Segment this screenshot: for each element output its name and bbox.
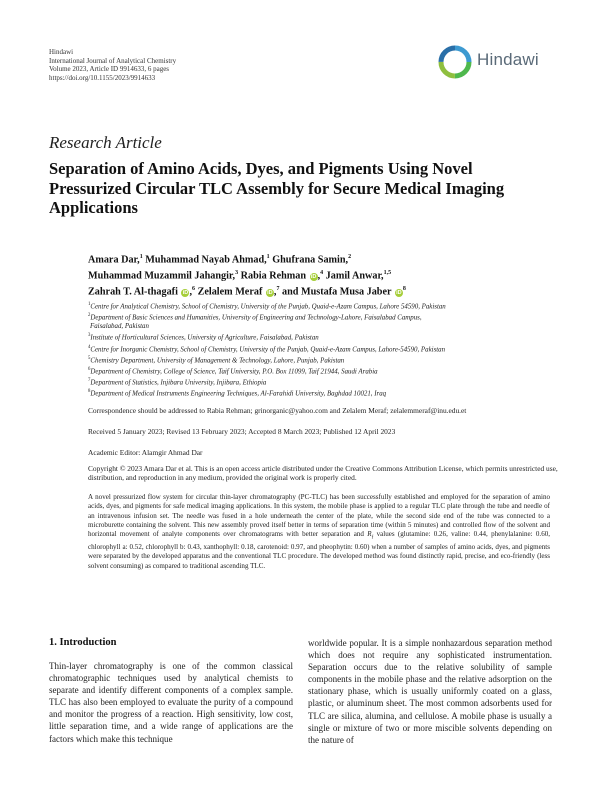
affiliation-text: Centre for Inorganic Chemistry, School of Chemistry, University of the Punjab, Quaid-e-Azam Campus, Lahore-54590, Pakistan [90,345,446,353]
abstract-text: A novel pressurized flow system for circular thin-layer chromatography (PC-TLC) has been successfully established and employed for the separation of amino acids, dyes, and pigments for safe medical imaging applications. In this system, the mobile phase is applied to a regular TLC plate through the tube and needle of an intravenous infusion set. The needle was fused in a hole underneath the center of the plate, while the second side end of the tube was connected to a microburette containing the solvent. This new assembly proved itself better in terms of separation time (within 5 minutes) and controlled flow of the solvent and horizontal movement of analyte components over chromatograms with better separation and [88,493,550,539]
author-affil-sup: 1,5 [383,269,392,276]
volume-line: Volume 2023, Article ID 9914633, 6 pages [49,65,170,74]
abstract [88,493,550,571]
author-name: and Mustafa Musa Jaber [279,286,392,298]
author-comma: , [189,286,193,298]
journal-name: International Journal of Analytical Chemistry [49,56,177,65]
affiliation-item [88,366,558,377]
affiliation-number: 8 [88,389,91,395]
affiliation-number: 7 [88,378,91,384]
author-name: Ghufrana Samin, [269,254,349,266]
affiliation-text: Department of Chemistry, College of Science, Taif University, P.O. Box 11099, Taif 21944, Saudi Arabia [90,368,378,376]
orcid-icon[interactable]: iD [267,290,273,297]
journal-header [49,48,176,82]
author-affil-sup: 1 [266,254,270,260]
affiliation-number: 5 [88,355,91,361]
abstract-text: values (glutamine: 0.26, valine: 0.44, phenylalanine: 0.60, chlorophyll a: 0.52, chlorophyll b: 0.43, xanthophyll: 0.18, carotenoid: 0.97, and pheophytin: 0.60) when a number of samples of amino acids, dyes, and pigments were separated by the developed apparatus and the conventional TLC procedure. The developed method was found distinctly rapid, precise, and eco-friendly (less solvent consuming) as compared to traditional ascending TLC. [88,530,550,570]
doi-link[interactable]: https://doi.org/10.1155/2023/9914633 [49,73,156,82]
author-affil-sup: 2 [348,254,352,260]
affiliation-item [88,377,558,388]
author-affil-sup: 4 [320,269,324,276]
orcid-icon[interactable]: iD [396,290,402,297]
publication-dates: Received 5 January 2023; Revised 13 February 2023; Accepted 8 March 2023; Published 12 April 2023 [88,427,396,436]
hindawi-logo-icon [437,44,473,80]
affiliation-number: 1 [88,302,91,307]
affiliation-text: Department of Medical Instruments Engineering Techniques, Al-Farahidi University, Baghdad 10021, Iraq [90,390,387,398]
affiliation-number: 3 [88,333,91,339]
author-name: Zelalem Meraf [195,286,263,298]
author-affil-sup: 6 [192,285,196,292]
affiliation-text: Faisalabad, Pakistan [90,323,149,331]
author-name: Rabia Rehman [238,270,307,282]
affiliation-text: Centre for Analytical Chemistry, School of Chemistry, University of the Punjab, Quaid-e-Azam Campus, Lahore 54590, Pakistan [90,303,446,311]
affiliation-item [88,355,558,366]
affiliation-item [88,323,558,332]
affiliation-list [88,301,558,400]
author-list [88,251,558,299]
rf-subscript: f [371,535,374,541]
author-line-3 [88,283,558,299]
author-affil-sup: 7 [276,285,280,292]
author-comma: , [273,286,277,298]
article-title: Separation of Amino Acids, Dyes, and Pigments Using Novel Pressurized Circular TLC Assembly for Secure Medical Imaging Applications [49,159,505,217]
affiliation-item [88,332,558,343]
correspondence: Correspondence should be addressed to Rabia Rehman; grinorganic@yahoo.com and Zelalem Meraf; zelalemmeraf@inu.edu.et [88,406,467,415]
affiliation-item [88,344,558,355]
section-heading-introduction: 1. Introduction [49,637,117,648]
author-name: Muhammad Nayab Ahmad, [142,254,267,266]
publisher-name: Hindawi [49,48,74,56]
academic-editor: Academic Editor: Alamgir Ahmad Dar [88,448,203,457]
rf-symbol: R [367,530,372,539]
author-name: Amara Dar, [88,254,140,266]
author-line-2 [88,267,558,283]
author-name: Muhammad Muzammil Jahangir, [88,270,236,282]
orcid-icon[interactable]: iD [310,274,317,281]
author-line-1 [88,251,558,267]
author-name: Zahrah T. Al-thagafi [88,286,178,298]
orcid-icon[interactable]: iD [182,290,189,297]
body-column-left: Thin-layer chromatography is one of the common classical chromatographic techniques used by analytical chemists to separate and identify different components of a complex sample. TLC has also been employed to evaluate the purity of a compound and monitor the progress of a reaction. High sensitivity, low cost, little separation time, and a wide range of applications are the factors which make this technique [49,661,293,744]
author-comma: , [317,270,321,282]
author-affil-sup: 3 [235,269,239,276]
hindawi-logo-text: Hindawi [477,50,539,69]
affiliation-text: Institute of Horticultural Sciences, University of Agriculture, Faisalabad, Pakistan [90,334,319,342]
author-affil-sup: 1 [139,254,143,260]
affiliation-number: 4 [88,344,91,350]
author-name: Jamil Anwar, [323,270,384,282]
article-type: Research Article [49,133,162,152]
affiliation-text: Chemistry Department, University of Management & Technology, Lahore, Punjab, Pakistan [90,357,345,365]
body-column-right: worldwide popular. It is a simple nonhazardous separation method which does not require any sophisticated instrumentation. Separation occurs due to the relative solubility of sample components in the mobile phase and the relative adsorption on the stationary phase, which is usually uniformly coated on a glass, plastic, or aluminum sheet. The most common adsorbents used for TLC are silica, alumina, and cellulose. A mobile phase is usually a single or mixture of two or more miscible solvents depending on the nature of [308,638,552,745]
affiliation-item [88,312,558,323]
author-affil-sup: 8 [402,285,406,292]
copyright-notice: Copyright © 2023 Amara Dar et al. This is an open access article distributed under the Creative Commons Attribution License, which permits unrestricted use, distribution, and reproduction in any medium, provided the original work is properly cited. [88,464,558,483]
affiliation-item [88,301,558,312]
affiliation-number: 6 [88,366,91,372]
affiliation-number: 2 [88,313,91,319]
affiliation-text: Department of Basic Sciences and Humanities, University of Engineering and Technology-Lahore, Faisalabad Campus, [90,314,422,322]
affiliation-item [88,388,558,399]
affiliation-text: Department of Statistics, Injibara University, Injibara, Ethiopia [90,379,267,387]
hindawi-logo [437,44,557,80]
